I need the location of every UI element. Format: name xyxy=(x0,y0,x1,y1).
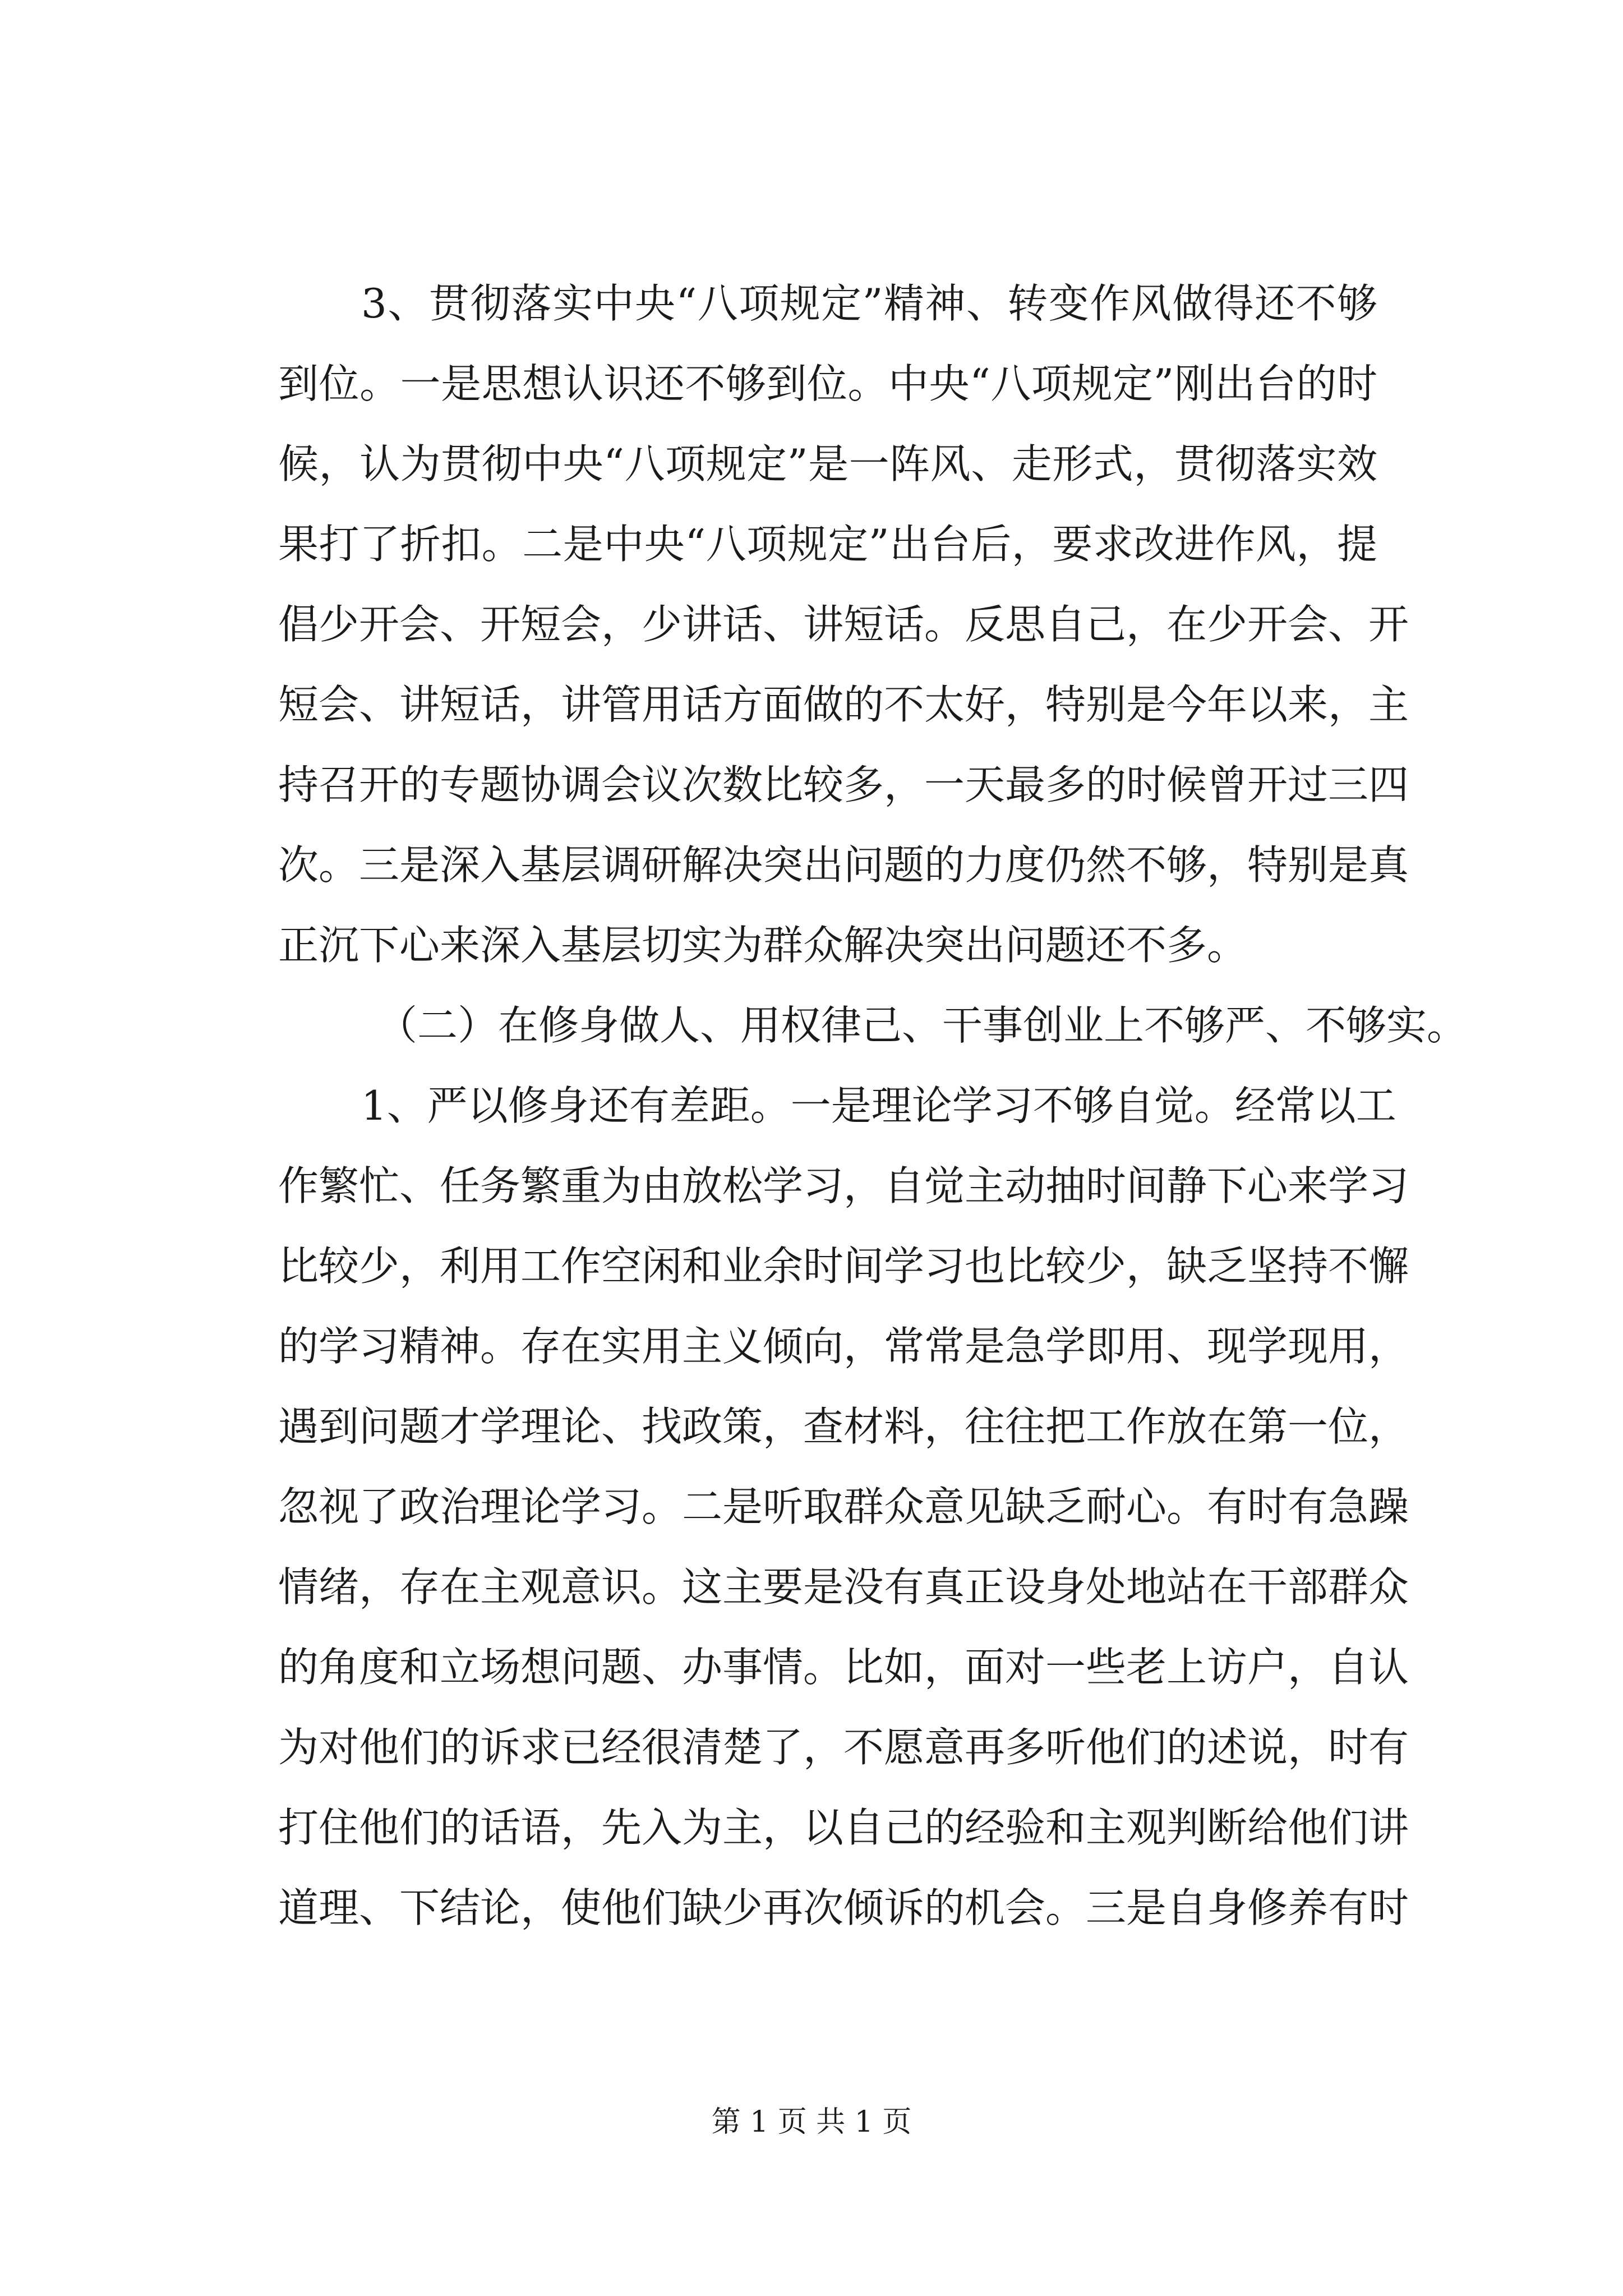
paragraph-line: 正沉下心来深入基层切实为群众解决突出问题还不多。 xyxy=(278,922,1248,969)
document-body xyxy=(278,264,1468,1948)
paragraph-line: 到位。一是思想认识还不够到位。中央“八项规定”刚出台的时 xyxy=(278,360,1377,407)
paragraph-line: 次。三是深入基层调研解决突出问题的力度仍然不够，特别是真 xyxy=(278,841,1409,889)
paragraph-line: 的角度和立场想问题、办事情。比如，面对一些老上访户，自认 xyxy=(278,1644,1409,1691)
paragraph-line: 果打了折扣。二是中央“八项规定”出台后，要求改进作风，提 xyxy=(278,521,1377,568)
paragraph-line: 1、严以修身还有差距。一是理论学习不够自觉。经常以工 xyxy=(361,1082,1396,1129)
paragraph-line: 持召开的专题协调会议次数比较多，一天最多的时候曾开过三四 xyxy=(278,761,1409,808)
paragraph-line: 为对他们的诉求已经很清楚了，不愿意再多听他们的述说，时有 xyxy=(278,1724,1409,1771)
paragraph-line: 忽视了政治理论学习。二是听取群众意见缺乏耐心。有时有急躁 xyxy=(278,1483,1409,1530)
page-number-label: 第 1 页 共 1 页 xyxy=(711,2105,912,2139)
section-heading: （二）在修身做人、用权律己、干事创业上不够严、不够实。 xyxy=(377,1002,1468,1049)
paragraph-line: 遇到问题才学理论、找政策，查材料，往往把工作放在第一位， xyxy=(278,1403,1409,1450)
paragraph-line: 短会、讲短话，讲管用话方面做的不太好，特别是今年以来，主 xyxy=(278,681,1409,728)
paragraph-line: 倡少开会、开短会，少讲话、讲短话。反思自己，在少开会、开 xyxy=(278,601,1409,648)
paragraph-line: 3、贯彻落实中央“八项规定”精神、转变作风做得还不够 xyxy=(361,280,1377,327)
page-footer xyxy=(0,2102,1623,2142)
paragraph-line: 候，认为贯彻中央“八项规定”是一阵风、走形式，贯彻落实效 xyxy=(278,440,1377,487)
paragraph-line: 的学习精神。存在实用主义倾向，常常是急学即用、现学现用， xyxy=(278,1323,1409,1370)
paragraph-line: 打住他们的话语，先入为主，以自己的经验和主观判断给他们讲 xyxy=(278,1804,1409,1851)
paragraph-line: 道理、下结论，使他们缺少再次倾诉的机会。三是自身修养有时 xyxy=(278,1884,1409,1931)
paragraph-line: 情绪，存在主观意识。这主要是没有真正设身处地站在干部群众 xyxy=(278,1563,1409,1611)
paragraph-line: 作繁忙、任务繁重为由放松学习，自觉主动抽时间静下心来学习 xyxy=(278,1162,1409,1209)
paragraph-line: 比较少，利用工作空闲和业余时间学习也比较少，缺乏坚持不懈 xyxy=(278,1243,1409,1290)
